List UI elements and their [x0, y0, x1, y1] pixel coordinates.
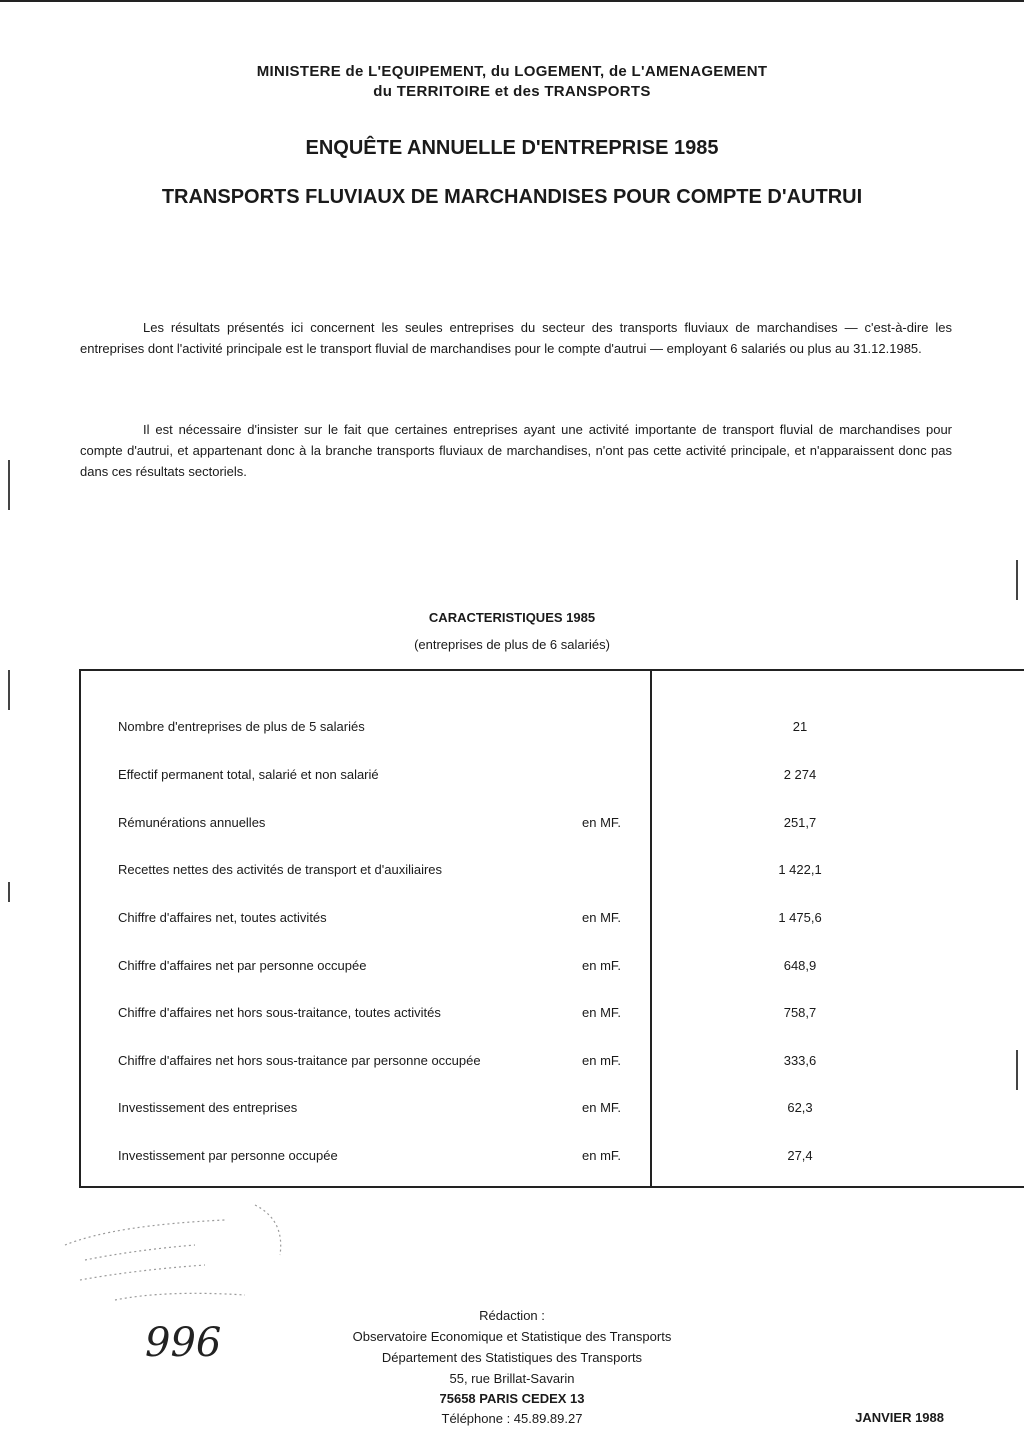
row-value: 27,4 [787, 1148, 813, 1163]
page-title: ENQUÊTE ANNUELLE D'ENTREPRISE 1985 [305, 137, 719, 159]
scan-edge-mark [8, 670, 10, 710]
footer-phone: Téléphone : 45.89.89.27 [441, 1411, 583, 1426]
row-unit: en MF. [582, 1005, 622, 1020]
row-label: Chiffre d'affaires net par personne occupée [118, 958, 367, 973]
row-label: Effectif permanent total, salarié et non salarié [118, 767, 379, 782]
library-stamp [55, 1195, 315, 1315]
row-unit: en mF. [582, 958, 622, 973]
row-value: 2 274 [783, 767, 817, 782]
row-value: 333,6 [783, 1053, 817, 1068]
footer-department: Département des Statistiques des Transports [381, 1350, 643, 1365]
footer-street: 55, rue Brillat-Savarin [449, 1371, 575, 1386]
row-unit: en MF. [582, 1100, 622, 1115]
intro-paragraph-1 [80, 317, 952, 359]
row-value: 758,7 [783, 1005, 817, 1020]
row-value: 648,9 [783, 958, 817, 973]
row-label: Investissement des entreprises [118, 1100, 298, 1115]
scan-edge-mark [8, 460, 10, 510]
row-label: Chiffre d'affaires net hors sous-traitance, toutes activités [118, 1005, 441, 1020]
row-label: Nombre d'entreprises de plus de 5 salariés [118, 719, 365, 734]
intro-paragraph-2 [80, 419, 952, 482]
row-unit: en mF. [582, 1148, 622, 1163]
scan-edge-mark [1016, 560, 1018, 600]
row-label: Chiffre d'affaires net, toutes activités [118, 910, 327, 925]
row-value: 1 422,1 [778, 862, 822, 877]
row-value: 21 [792, 719, 808, 734]
publication-date: JANVIER 1988 [855, 1410, 944, 1425]
page-subtitle: TRANSPORTS FLUVIAUX DE MARCHANDISES POUR COMPTE D'AUTRUI [161, 186, 863, 208]
footer-redaction: Rédaction : [479, 1308, 545, 1323]
row-unit: en MF. [582, 910, 622, 925]
row-label: Investissement par personne occupée [118, 1148, 338, 1163]
ministry-line-1: MINISTERE de L'EQUIPEMENT, du LOGEMENT, de L'AMENAGEMENT [256, 63, 768, 80]
row-label: Recettes nettes des activités de transport et d'auxiliaires [118, 862, 443, 877]
top-border-rule [0, 0, 1024, 2]
footer-city: 75658 PARIS CEDEX 13 [439, 1391, 585, 1406]
row-label: Chiffre d'affaires net hors sous-traitance par personne occupée [118, 1053, 481, 1068]
row-unit: en mF. [582, 1053, 622, 1068]
table-subcaption: (entreprises de plus de 6 salariés) [414, 637, 610, 652]
handwritten-number: 996 [145, 1320, 222, 1366]
table-caption: CARACTERISTIQUES 1985 [428, 610, 596, 625]
footer-organisation: Observatoire Economique et Statistique des Transports [352, 1329, 672, 1344]
scan-edge-mark [1016, 1050, 1018, 1090]
ministry-line-2: du TERRITOIRE et des TRANSPORTS [373, 83, 651, 100]
row-value: 251,7 [783, 815, 817, 830]
row-unit: en MF. [582, 815, 622, 830]
row-value: 1 475,6 [778, 910, 822, 925]
row-label: Rémunérations annuelles [118, 815, 266, 830]
intro-paragraph-2-text: Il est nécessaire d'insister sur le fait que certaines entreprises ayant une activité importante de transport fluvial de marchandises pour compte d'autrui, et appartenant donc à la branche transports fluviaux de marchandises, n'ont pas cette activité principale, et n'apparaissent donc pas dans ces résultats sectoriels. [80, 422, 952, 479]
intro-paragraph-1-text: Les résultats présentés ici concernent les seules entreprises du secteur des transports fluviaux de marchandises — c'est-à-dire les entreprises dont l'activité principale est le transport fluvial de marchandises pour le compte d'autrui — employant 6 salariés ou plus au 31.12.1985. [80, 320, 952, 356]
row-value: 62,3 [787, 1100, 813, 1115]
scan-edge-mark [8, 882, 10, 902]
